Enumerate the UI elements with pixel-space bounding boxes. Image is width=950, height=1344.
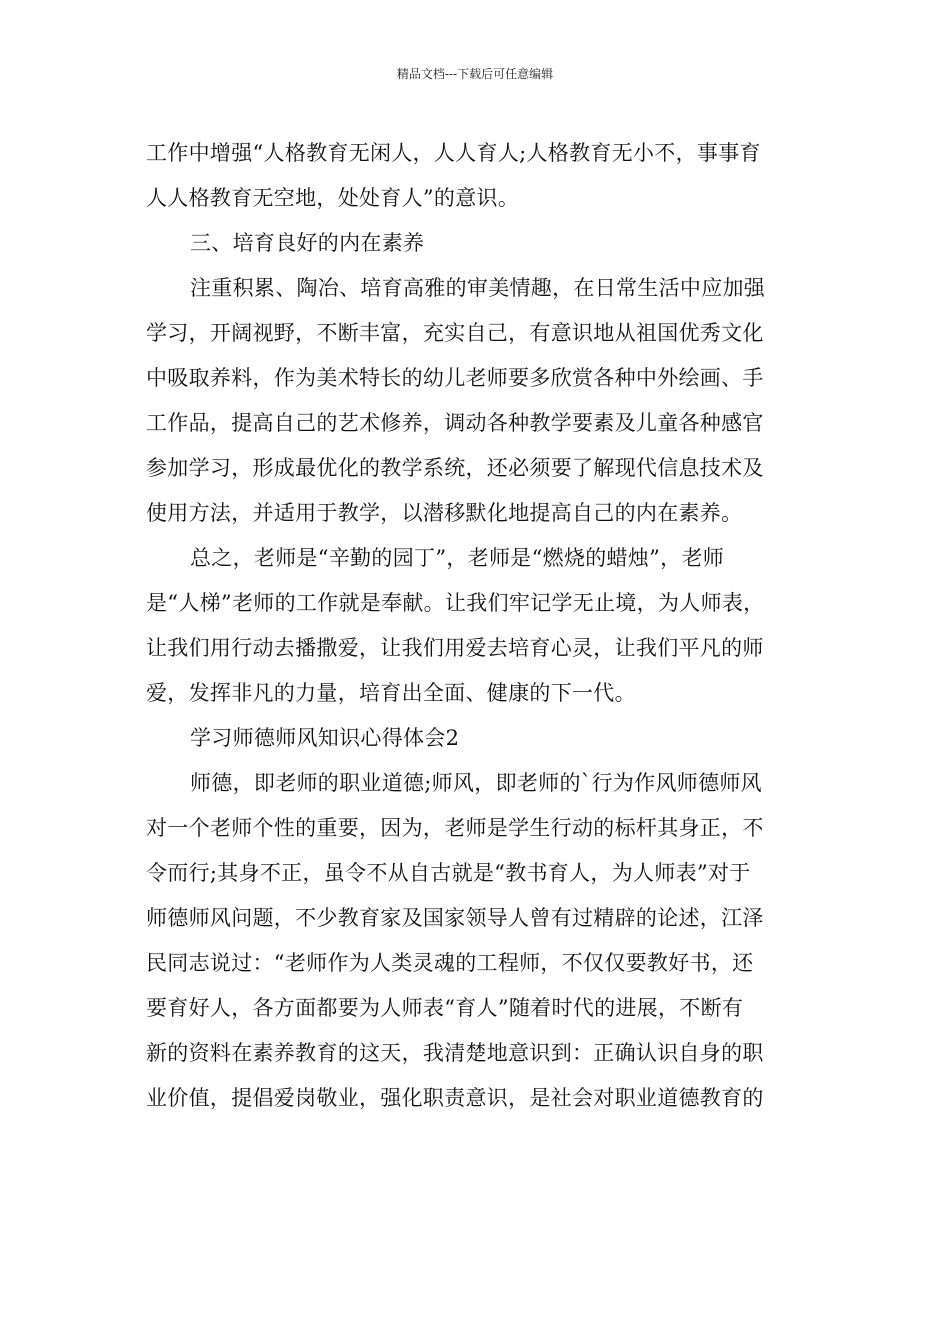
body-line: 民同志说过：“老师作为人类灵魂的工程师，不仅仅要教好书，还	[146, 951, 754, 975]
body-line: 要育好人，各方面都要为人师表“育人”随着时代的进展，不断有	[146, 996, 744, 1020]
body-line: 令而行;其身不正，虽令不从自古就是“教书育人，为人师表”对于	[146, 861, 751, 885]
body-line: 新的资料在素养教育的这天，我清楚地意识到：正确认识自身的职	[146, 1041, 764, 1065]
body-line: 师德师风问题，不少教育家及国家领导人曾有过精辟的论述，江泽	[146, 906, 764, 930]
body-line: 爱，发挥非凡的力量，培育出全面、健康的下一代。	[146, 681, 636, 705]
paragraph-start: 注重积累、陶冶、培育高雅的审美情趣，在日常生活中应加强	[190, 276, 766, 300]
body-line: 中吸取养料，作为美术特长的幼儿老师要多欣赏各种中外绘画、手	[146, 366, 764, 390]
body-line: 对一个老师个性的重要，因为，老师是学生行动的标杆其身正，不	[146, 816, 764, 840]
body-line: 业价值，提倡爱岗敬业，强化职责意识，是社会对职业道德教育的	[146, 1086, 764, 1110]
paragraph-start: 师德，即老师的职业道德;师风，即老师的`行为作风师德师风	[190, 771, 762, 795]
body-line: 工作中增强“人格教育无闲人，人人育人;人格教育无小不，事事育	[146, 141, 761, 165]
body-line: 参加学习，形成最优化的教学系统，还必须要了解现代信息技术及	[146, 456, 764, 480]
article-subtitle: 学习师德师风知识心得体会2	[190, 726, 460, 750]
document-body	[146, 131, 822, 1121]
paragraph-start: 总之，老师是“辛勤的园丁”，老师是“燃烧的蜡烛”，老师	[190, 546, 725, 570]
body-line: 人人格教育无空地，处处育人”的意识。	[146, 186, 520, 210]
body-line: 使用方法，并适用于教学，以潜移默化地提高自己的内在素养。	[146, 501, 743, 525]
body-line: 是“人梯”老师的工作就是奉献。让我们牢记学无止境，为人师表，	[146, 591, 765, 615]
page-header: 精品文档---下载后可任意编辑	[396, 67, 554, 81]
section-heading: 三、培育良好的内在素养	[190, 231, 425, 255]
body-line: 工作品，提高自己的艺术修养，调动各种教学要素及儿童各种感官	[146, 411, 764, 435]
body-line: 学习，开阔视野，不断丰富，充实自己，有意识地从祖国优秀文化	[146, 321, 764, 345]
body-line: 让我们用行动去播撒爱，让我们用爱去培育心灵，让我们平凡的师	[146, 636, 764, 660]
